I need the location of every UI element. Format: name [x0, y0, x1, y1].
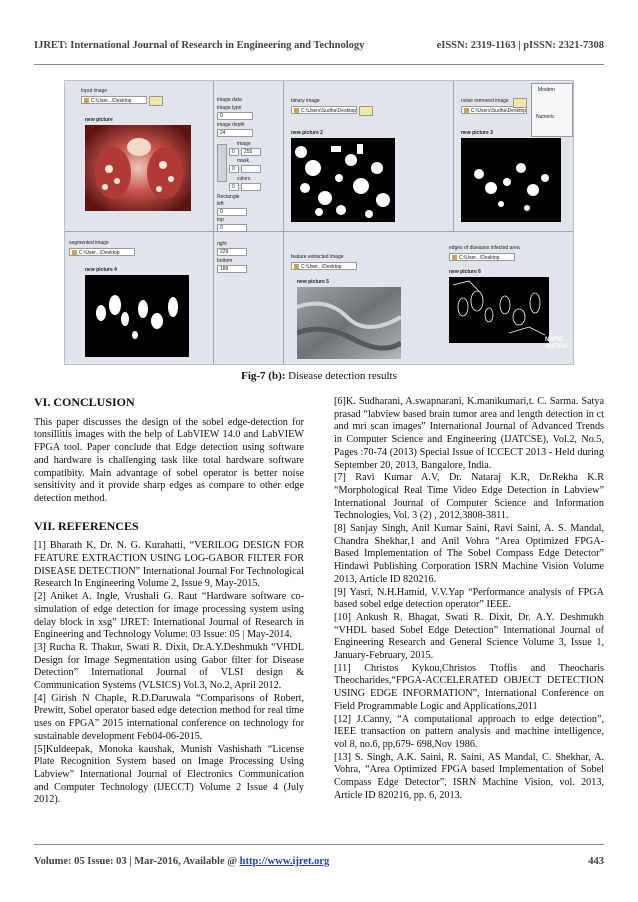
- binary-image-label: binary image: [291, 98, 320, 104]
- edges-picture: [449, 277, 549, 343]
- feature-extracted-picture: [297, 287, 401, 359]
- mask-value-field[interactable]: [241, 165, 261, 173]
- browse-folder-icon[interactable]: [513, 98, 527, 108]
- input-image-path[interactable]: C:\User...\Desktop: [81, 96, 147, 104]
- conclusion-heading: VI. CONCLUSION: [34, 395, 135, 409]
- feature-extracted-label: feature extracted image: [291, 254, 344, 260]
- reference-item: [8] Sanjay Singh, Anil Kumar Saini, Ravi Saini, A. S. Mandal, Chandra Shekhar,1 and Anil Vohra “Area Optimized FPGA-Based Implementation of The Sobel Compass Edge Detector” Hindawi Publishing Corporation ISRN Machine Vision Volume 2013, Article ID 820216.: [334, 523, 604, 585]
- right-label: right: [217, 241, 227, 247]
- reference-item: [7] Ravi Kumar A.V, Dr. Nataraj K.R, Dr.Rekha K.R “Morphological Real Time Video Edge Detection in Labview” International Journal of Computer Science and Information Technologies, Vol. 3 (2) , 2012,3808-3811.: [334, 472, 604, 522]
- image-label: image: [237, 141, 251, 147]
- new-picture-4-label: new picture 4: [85, 267, 117, 273]
- controls-palette[interactable]: [531, 83, 573, 137]
- edges-path[interactable]: C:\User...\Desktop: [449, 253, 515, 261]
- journal-link[interactable]: http://www.ijret.org: [239, 856, 330, 867]
- left-field[interactable]: 0: [217, 208, 247, 216]
- segmented-picture: [85, 275, 189, 357]
- reference-item: [10] Ankush R. Bhagat, Swati R. Dixit, Dr. A.Y. Deshmukh “VHDL based Sobel Edge Detection” International Journal of Engineering Research and General Science Volume 3, Issue 1, January-February, 2015.: [334, 611, 604, 662]
- new-picture-6-label: new picture 6: [449, 269, 481, 275]
- image-depth-label: image depth: [217, 122, 245, 128]
- mask-label: mask: [237, 158, 249, 164]
- segmented-image-path[interactable]: C:\User...\Desktop: [69, 248, 135, 256]
- bottom-label: bottom: [217, 258, 233, 264]
- feature-extracted-path[interactable]: C:\User...\Desktop: [291, 262, 357, 270]
- figure-label: Fig-7 (b):: [241, 370, 286, 382]
- footer-volume: Volume: 05 Issue: 03 | Mar-2016, Available @: [34, 856, 240, 867]
- top-field[interactable]: 0: [217, 224, 247, 232]
- edges-label: edges of diseases infected area: [449, 245, 520, 251]
- numeric-label: Numeric: [536, 114, 555, 120]
- segmented-image-label: segmented image: [69, 240, 109, 246]
- colors-label: colors: [237, 176, 251, 182]
- footer-rule: [34, 844, 604, 845]
- references-heading: VII. REFERENCES: [34, 518, 139, 533]
- header-rule: [34, 64, 604, 65]
- figure-caption: [0, 370, 638, 382]
- binary-picture: [291, 138, 395, 222]
- noise-removed-picture: [461, 138, 561, 222]
- reference-item: [9] Yasri, N.H.Hamid, V.V.Yap “Performance analysis of FPGA based sobel edge detection operator” IEEE.: [334, 586, 604, 611]
- reference-item: [1] Bharath K, Dr. N. G. Kurahatti, “VERILOG DESIGN FOR FEATURE EXTRACTION USING LOG-GABOR FILTER FOR DISEASE DETECTION” International Journal For Technological Research In Engineering Volume 2, Issue 9, May-2015.: [34, 540, 304, 590]
- image-type-field[interactable]: 0: [217, 112, 253, 120]
- reference-item: [2] Aniket A. Ingle, Vrushali G. Raut “Hardware software co-simulation of edge detection for image processing system using delay block in xsg” IJRET: International Journal of Research in Engineering and Technology Volume: 03 Issue: 05 | May-2014.: [34, 591, 304, 641]
- reference-item: [3] Rucha R. Thakur, Swati R. Dixit, Dr.A.Y.Deshmukh “VHDL Design for Image Segmentation using Gabor filter for Disease Detection” International Journal of VLSI design & Communication Systems (VLSICS) Vol.3, No.2, April 2012.: [34, 641, 304, 692]
- bottom-field[interactable]: 189: [217, 265, 247, 273]
- noise-removed-path[interactable]: C:\Users\Sudha\Desktop: [461, 106, 527, 114]
- new-picture-label: new picture: [85, 117, 113, 123]
- throat-photo: [85, 125, 191, 211]
- input-image-label: Input image: [81, 88, 108, 94]
- right-column: [334, 396, 604, 803]
- browse-folder-icon[interactable]: [359, 106, 373, 116]
- journal-title: IJRET: International Journal of Research in Engineering and Technology: [34, 40, 365, 51]
- image-depth-field[interactable]: 24: [217, 129, 253, 137]
- reference-item: [11] Christos Kykou,Christos Ttoffis and Theocharis Theocharides,“FPGA-ACCELERATED OBJECT DETECTION USING EDGE INFORMATION”, International Conference on Field Programmable Logic and Applications,2011: [334, 662, 604, 712]
- mask-index-field[interactable]: 0: [229, 165, 239, 173]
- references-list-left: [34, 540, 304, 807]
- image-data-label: image data: [217, 97, 242, 103]
- references-list-right: [334, 396, 604, 803]
- new-picture-5-label: new picture 5: [297, 279, 329, 285]
- noise-removed-label: noise removed image: [461, 98, 509, 104]
- image-index-field[interactable]: 0: [229, 148, 239, 156]
- left-label: left: [217, 201, 224, 207]
- ni-logo: NATIO INSTRU: [545, 337, 568, 350]
- reference-item: [13] S. Singh, A.K. Saini, R. Saini, AS Mandal, C. Shekhar, A. Vohra, “Area Optimized FPGA based Implementation of Sobel Compass Edge Detector”, ISRN Machine Vision, vol. 2013, Article ID 820216, pp. 6, 2013.: [334, 751, 604, 801]
- page-number: 443: [588, 856, 604, 867]
- reference-item: [12] J.Canny, “A computational approach to edge detection”, IEEE transaction on pattern analysis and machine intelligence, vol 8, no.6, pp,679- 698,Nov 1986.: [334, 713, 604, 750]
- reference-item: [4] Girish N Chaple, R.D.Daruwala “Comparisons of Robert, Prewitt, Sobel operator based edge detection method for real time uses on FPGA” 2015 international conference on technology for sustainable development Feb04-06-2015.: [34, 692, 304, 742]
- image-type-label: image type: [217, 105, 242, 111]
- browse-folder-icon[interactable]: [149, 96, 163, 106]
- binary-image-path[interactable]: C:\Users\Sudha\Desktop: [291, 106, 357, 114]
- new-picture-3-label: new picture 3: [461, 130, 493, 136]
- reference-item: [5]Kuldeepak, Monoka kaushak, Munish Vashishath “License Plate Recognition System based on Image Processing Using Labview” International Journal of Electronics Communication and Computer Technology (IJECCT) Volume 2 Issue 4 (July 2012).: [34, 743, 304, 806]
- image-value-field[interactable]: 255: [241, 148, 261, 156]
- labview-front-panel-figure: [64, 80, 574, 365]
- colors-value-field[interactable]: [241, 183, 261, 191]
- right-field[interactable]: 229: [217, 248, 247, 256]
- left-column: [34, 396, 304, 807]
- top-label: top: [217, 217, 224, 223]
- issn: eISSN: 2319-1163 | pISSN: 2321-7308: [436, 40, 604, 51]
- colors-index-field[interactable]: 0: [229, 183, 239, 191]
- figure-caption-text: Disease detection results: [285, 370, 397, 382]
- rectangle-label: Rectangle: [217, 194, 240, 200]
- modern-label: Modern: [538, 87, 555, 93]
- reference-item: [6]K. Sudharani, A.swapnarani, K.manikumari,t. C. Sarma. Satya prasad “labview based brain tumor area and length detection in ct and mri scan images” International Journal of Advanced Trends in Computer Science and Engineering (IJATCSE), Vol.2, No.5, Pages :70-74 (2013) Special Issue of ICCECT 2013 - Held during September 20, 2013, Bangalore, India.: [334, 396, 604, 471]
- new-picture-2-label: new picture 2: [291, 130, 323, 136]
- conclusion-body: This paper discusses the design of the sobel edge-detection for tonsillitis images with the help of LabVIEW 14.0 and LabVIEW FPGA tool. Paper conclude that Edge detection using software and hardware is challenging task like total hardware software compatibity. Main advantage of sobel operator is better noise sensitivity and it provide sharp edges as compare to other edge detection method.: [34, 416, 304, 504]
- image-array-index[interactable]: [217, 144, 227, 182]
